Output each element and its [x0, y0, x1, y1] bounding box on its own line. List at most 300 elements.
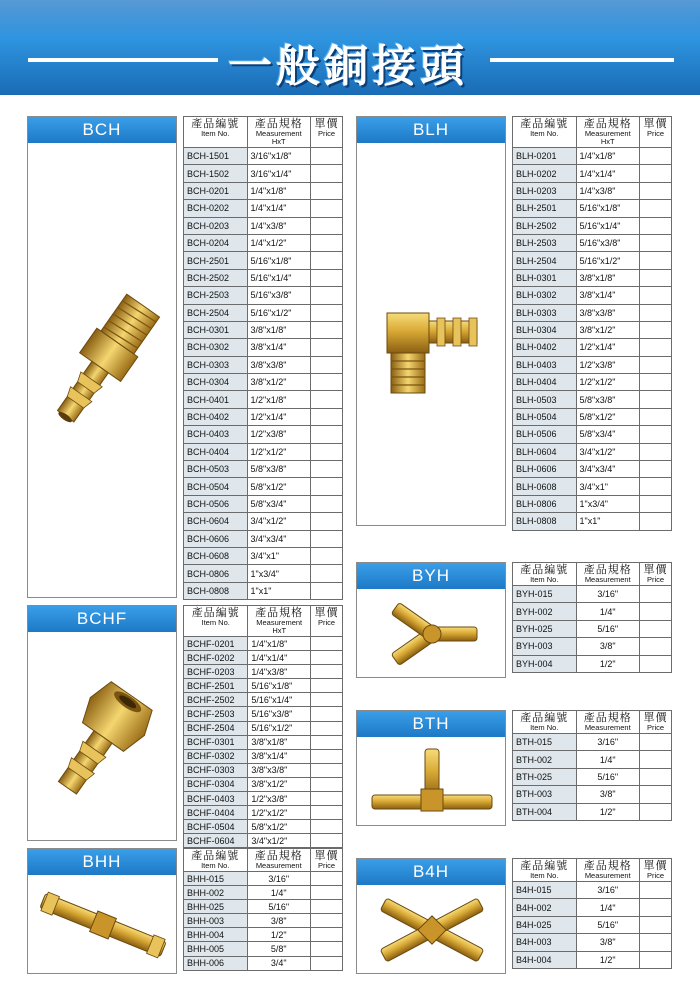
table-row	[184, 735, 343, 749]
b4h-table	[512, 858, 672, 969]
item-no-cell: BHH-006	[184, 956, 248, 970]
item-no-cell: BCH-0806	[184, 565, 248, 582]
b4h-product-image	[357, 885, 505, 973]
item-no-cell: BCHF-0303	[184, 763, 248, 777]
measurement-cell: 1/2"x3/8"	[247, 426, 311, 443]
table-row	[184, 914, 343, 928]
item-no-cell: B4H-003	[513, 934, 577, 951]
measurement-cell: 1/4"x1/8"	[576, 148, 640, 165]
measurement-cell: 3/16"	[576, 734, 640, 751]
measurement-cell: 3/16"	[576, 882, 640, 899]
price-cell	[311, 495, 343, 512]
measurement-cell: 5/8"x1/2"	[247, 478, 311, 495]
blh-table	[512, 116, 672, 531]
measurement-cell: 3/4"	[247, 956, 311, 970]
measurement-cell: 3/8"x1/2"	[576, 321, 640, 338]
price-cell	[311, 679, 343, 693]
price-cell	[640, 200, 672, 217]
header-measurement: 產品規格 Measurement	[576, 711, 640, 734]
price-cell	[311, 900, 343, 914]
measurement-cell: 3/4"x3/4"	[576, 461, 640, 478]
price-cell	[311, 165, 343, 182]
item-no-cell: BCH-0304	[184, 374, 248, 391]
table-row	[513, 217, 672, 234]
price-cell	[311, 707, 343, 721]
table-row	[184, 693, 343, 707]
table-row	[184, 321, 343, 338]
item-no-cell: BLH-0403	[513, 356, 577, 373]
table-row	[184, 707, 343, 721]
bchf-caption: BCHF	[28, 606, 176, 632]
measurement-cell: 1/2"	[576, 655, 640, 672]
price-cell	[640, 620, 672, 637]
price-cell	[311, 374, 343, 391]
table-row	[513, 426, 672, 443]
price-cell	[311, 693, 343, 707]
header-item-no: 產品編號 Item No.	[513, 711, 577, 734]
header-price: 單價 Price	[311, 849, 343, 872]
measurement-cell: 5/8"x3/4"	[247, 495, 311, 512]
measurement-cell: 3/16"x1/8"	[247, 148, 311, 165]
item-no-cell: B4H-025	[513, 916, 577, 933]
price-cell	[640, 734, 672, 751]
measurement-cell: 5/16"	[576, 768, 640, 785]
header-rule-right	[490, 58, 674, 62]
price-cell	[311, 777, 343, 791]
table-row	[184, 665, 343, 679]
item-no-cell: BTH-015	[513, 734, 577, 751]
table-row	[513, 356, 672, 373]
item-no-cell: BLH-0503	[513, 391, 577, 408]
item-no-cell: BCH-0201	[184, 182, 248, 199]
table-row	[513, 391, 672, 408]
item-no-cell: BCH-0808	[184, 582, 248, 599]
item-no-cell: BCH-0203	[184, 217, 248, 234]
price-cell	[640, 148, 672, 165]
price-cell	[640, 751, 672, 768]
header-item-no: 產品編號 Item No.	[513, 859, 577, 882]
item-no-cell: BCHF-0302	[184, 749, 248, 763]
bch-caption: BCH	[28, 117, 176, 143]
price-cell	[640, 321, 672, 338]
measurement-cell: 1/2"	[247, 928, 311, 942]
table-row	[513, 234, 672, 251]
item-no-cell: B4H-015	[513, 882, 577, 899]
table-row	[184, 582, 343, 599]
measurement-cell: 1/4"	[576, 751, 640, 768]
item-no-cell: BHH-005	[184, 942, 248, 956]
bhh-panel	[27, 848, 177, 974]
price-cell	[311, 304, 343, 321]
item-no-cell: BCHF-2501	[184, 679, 248, 693]
measurement-cell: 1/4"x1/4"	[576, 165, 640, 182]
bchf-panel	[27, 605, 177, 841]
measurement-cell: 1"x3/4"	[247, 565, 311, 582]
item-no-cell: BCHF-2503	[184, 707, 248, 721]
measurement-cell: 3/16"	[247, 872, 311, 886]
item-no-cell: BCH-0606	[184, 530, 248, 547]
bchf-product-image	[28, 632, 176, 840]
table-row	[184, 200, 343, 217]
item-no-cell: BLH-0606	[513, 461, 577, 478]
price-cell	[311, 443, 343, 460]
table-row	[184, 679, 343, 693]
price-cell	[311, 749, 343, 763]
price-cell	[311, 651, 343, 665]
item-no-cell: BCH-0403	[184, 426, 248, 443]
item-no-cell: BCH-0506	[184, 495, 248, 512]
table-row	[513, 734, 672, 751]
price-cell	[640, 304, 672, 321]
measurement-cell: 3/8"x1/8"	[247, 321, 311, 338]
price-cell	[311, 513, 343, 530]
table-row	[184, 304, 343, 321]
item-no-cell: BLH-0203	[513, 182, 577, 199]
table-row	[184, 834, 343, 848]
bth-table	[512, 710, 672, 821]
item-no-cell: BCHF-0202	[184, 651, 248, 665]
item-no-cell: BCH-0608	[184, 547, 248, 564]
table-row	[513, 751, 672, 768]
item-no-cell: BTH-002	[513, 751, 577, 768]
table-row	[184, 356, 343, 373]
measurement-cell: 1/2"	[576, 803, 640, 820]
measurement-cell: 1/2"	[576, 951, 640, 968]
measurement-cell: 5/8"x1/2"	[576, 408, 640, 425]
measurement-cell: 1/2"x3/8"	[576, 356, 640, 373]
item-no-cell: BHH-025	[184, 900, 248, 914]
measurement-cell: 5/8"	[247, 942, 311, 956]
price-cell	[311, 339, 343, 356]
price-cell	[311, 582, 343, 599]
table-row	[184, 637, 343, 651]
table-row	[184, 287, 343, 304]
table-row	[184, 374, 343, 391]
measurement-cell: 5/16"x1/4"	[247, 269, 311, 286]
table-row	[513, 603, 672, 620]
measurement-cell: 1/4"	[576, 899, 640, 916]
measurement-cell: 5/8"x3/8"	[247, 461, 311, 478]
header-price: 單價 Price	[640, 563, 672, 586]
blh-product-image	[357, 143, 505, 525]
measurement-cell: 1/4"x3/8"	[248, 665, 311, 679]
price-cell	[640, 408, 672, 425]
header-item-no: 產品編號 Item No.	[184, 606, 248, 637]
item-no-cell: BHH-002	[184, 886, 248, 900]
table-row	[513, 586, 672, 603]
byh-product-image	[357, 589, 505, 677]
price-cell	[640, 934, 672, 951]
table-row	[184, 900, 343, 914]
table-row	[513, 882, 672, 899]
measurement-cell: 1/2"x1/4"	[576, 339, 640, 356]
price-cell	[640, 217, 672, 234]
price-cell	[311, 914, 343, 928]
measurement-cell: 1/2"x1/2"	[576, 374, 640, 391]
measurement-cell: 5/16"x1/8"	[247, 252, 311, 269]
header-price: 單價 Price	[311, 606, 343, 637]
measurement-cell: 1/4"	[247, 886, 311, 900]
table-row	[513, 148, 672, 165]
measurement-cell: 5/8"x3/8"	[576, 391, 640, 408]
price-cell	[311, 217, 343, 234]
table-row	[184, 886, 343, 900]
table-row	[184, 148, 343, 165]
price-cell	[311, 565, 343, 582]
table-row	[513, 513, 672, 530]
price-cell	[311, 792, 343, 806]
table-row	[184, 443, 343, 460]
measurement-cell: 3/8"	[576, 934, 640, 951]
item-no-cell: BLH-0304	[513, 321, 577, 338]
table-row	[184, 651, 343, 665]
item-no-cell: BLH-0506	[513, 426, 577, 443]
price-cell	[640, 339, 672, 356]
price-cell	[311, 252, 343, 269]
table-row	[184, 339, 343, 356]
item-no-cell: BCHF-0404	[184, 806, 248, 820]
item-no-cell: BCHF-2504	[184, 721, 248, 735]
measurement-cell: 5/16"x1/4"	[248, 693, 311, 707]
item-no-cell: BCHF-0304	[184, 777, 248, 791]
measurement-cell: 3/8"x1/4"	[576, 287, 640, 304]
item-no-cell: BLH-0402	[513, 339, 577, 356]
header-item-no: 產品編號 Item No.	[513, 563, 577, 586]
item-no-cell: BCH-0604	[184, 513, 248, 530]
price-cell	[640, 786, 672, 803]
item-no-cell: BCH-2501	[184, 252, 248, 269]
measurement-cell: 1/4"x3/8"	[247, 217, 311, 234]
price-cell	[311, 886, 343, 900]
table-row	[513, 768, 672, 785]
bhh-caption: BHH	[28, 849, 176, 875]
measurement-cell: 5/16"	[247, 900, 311, 914]
table-row	[184, 513, 343, 530]
price-cell	[311, 461, 343, 478]
table-row	[513, 408, 672, 425]
item-no-cell: BCH-0404	[184, 443, 248, 460]
item-no-cell: BYH-025	[513, 620, 577, 637]
measurement-cell: 5/16"x1/2"	[247, 304, 311, 321]
price-cell	[311, 408, 343, 425]
measurement-cell: 3/8"x1/2"	[248, 777, 311, 791]
header-measurement: 產品規格 Measurement HxT	[248, 606, 311, 637]
bch-panel	[27, 116, 177, 598]
header-price: 單價 Price	[311, 117, 343, 148]
table-row	[513, 786, 672, 803]
measurement-cell: 1/2"x1/8"	[247, 391, 311, 408]
measurement-cell: 3/4"x3/4"	[247, 530, 311, 547]
item-no-cell: BCH-1502	[184, 165, 248, 182]
bhh-product-image	[28, 875, 176, 973]
table-row	[513, 374, 672, 391]
table-row	[513, 287, 672, 304]
item-no-cell: BCH-0204	[184, 234, 248, 251]
item-no-cell: BLH-0201	[513, 148, 577, 165]
item-no-cell: BCH-2502	[184, 269, 248, 286]
table-row	[184, 792, 343, 806]
header-rule-left	[28, 58, 218, 62]
header-measurement: 產品規格 Measurement HxT	[247, 117, 311, 148]
measurement-cell: 3/8"x3/8"	[576, 304, 640, 321]
table-row	[184, 547, 343, 564]
measurement-cell: 3/8"x1/4"	[248, 749, 311, 763]
price-cell	[640, 374, 672, 391]
item-no-cell: BLH-2503	[513, 234, 577, 251]
measurement-cell: 1/4"x1/8"	[248, 637, 311, 651]
price-cell	[311, 806, 343, 820]
table-row	[184, 820, 343, 834]
measurement-cell: 3/8"	[576, 638, 640, 655]
table-row	[513, 638, 672, 655]
table-row	[513, 200, 672, 217]
table-row	[184, 269, 343, 286]
price-cell	[311, 942, 343, 956]
item-no-cell: BTH-025	[513, 768, 577, 785]
measurement-cell: 1/2"x1/4"	[247, 408, 311, 425]
price-cell	[311, 530, 343, 547]
price-cell	[311, 200, 343, 217]
b4h-panel	[356, 858, 506, 974]
measurement-cell: 1/2"x3/8"	[248, 792, 311, 806]
item-no-cell: BLH-2502	[513, 217, 577, 234]
item-no-cell: BCH-2503	[184, 287, 248, 304]
price-cell	[311, 956, 343, 970]
price-cell	[640, 165, 672, 182]
b4h-caption: B4H	[357, 859, 505, 885]
measurement-cell: 5/16"x3/8"	[247, 287, 311, 304]
table-row	[184, 234, 343, 251]
table-row	[513, 916, 672, 933]
measurement-cell: 5/16"x3/8"	[248, 707, 311, 721]
item-no-cell: BCH-1501	[184, 148, 248, 165]
item-no-cell: BLH-0806	[513, 495, 577, 512]
item-no-cell: BCHF-0604	[184, 834, 248, 848]
item-no-cell: BLH-0301	[513, 269, 577, 286]
measurement-cell: 3/4"x1/2"	[248, 834, 311, 848]
table-row	[184, 478, 343, 495]
measurement-cell: 1"x1"	[576, 513, 640, 530]
price-cell	[311, 182, 343, 199]
measurement-cell: 1"x3/4"	[576, 495, 640, 512]
table-row	[184, 806, 343, 820]
table-row	[513, 269, 672, 286]
blh-caption: BLH	[357, 117, 505, 143]
price-cell	[640, 234, 672, 251]
price-cell	[640, 899, 672, 916]
item-no-cell: BLH-0302	[513, 287, 577, 304]
measurement-cell: 1/4"	[576, 603, 640, 620]
table-row	[513, 934, 672, 951]
price-cell	[640, 655, 672, 672]
measurement-cell: 3/8"x3/8"	[247, 356, 311, 373]
measurement-cell: 5/16"	[576, 620, 640, 637]
price-cell	[311, 637, 343, 651]
header-measurement: 產品規格 Measurement HxT	[576, 117, 640, 148]
byh-table	[512, 562, 672, 673]
header-price: 單價 Price	[640, 859, 672, 882]
header-item-no: 產品編號 Item No.	[513, 117, 577, 148]
table-row	[184, 763, 343, 777]
table-row	[184, 942, 343, 956]
table-row	[513, 478, 672, 495]
table-row	[184, 777, 343, 791]
table-row	[184, 391, 343, 408]
price-cell	[640, 391, 672, 408]
measurement-cell: 3/4"x1/2"	[576, 443, 640, 460]
measurement-cell: 3/8"x1/2"	[247, 374, 311, 391]
bth-caption: BTH	[357, 711, 505, 737]
item-no-cell: BCH-0302	[184, 339, 248, 356]
item-no-cell: BYH-002	[513, 603, 577, 620]
item-no-cell: BLH-0808	[513, 513, 577, 530]
price-cell	[311, 872, 343, 886]
price-cell	[640, 638, 672, 655]
measurement-cell: 3/8"	[576, 786, 640, 803]
price-cell	[640, 443, 672, 460]
price-cell	[640, 269, 672, 286]
item-no-cell: BHH-004	[184, 928, 248, 942]
price-cell	[311, 547, 343, 564]
price-cell	[640, 426, 672, 443]
item-no-cell: BCH-0402	[184, 408, 248, 425]
measurement-cell: 1/4"x1/8"	[247, 182, 311, 199]
item-no-cell: BLH-0608	[513, 478, 577, 495]
header-item-no: 產品編號 Item No.	[184, 849, 248, 872]
table-row	[513, 803, 672, 820]
table-row	[513, 655, 672, 672]
item-no-cell: BYH-015	[513, 586, 577, 603]
table-row	[184, 252, 343, 269]
measurement-cell: 5/8"x1/2"	[248, 820, 311, 834]
table-row	[184, 956, 343, 970]
table-row	[184, 721, 343, 735]
blh-panel	[356, 116, 506, 526]
page-title: 一般銅接頭	[228, 41, 468, 92]
measurement-cell: 3/8"x1/4"	[247, 339, 311, 356]
table-row	[513, 899, 672, 916]
price-cell	[640, 882, 672, 899]
price-cell	[311, 735, 343, 749]
price-cell	[311, 928, 343, 942]
measurement-cell: 5/16"x1/2"	[576, 252, 640, 269]
table-row	[184, 495, 343, 512]
price-cell	[311, 820, 343, 834]
measurement-cell: 1"x1"	[247, 582, 311, 599]
item-no-cell: BCHF-0504	[184, 820, 248, 834]
item-no-cell: BTH-003	[513, 786, 577, 803]
price-cell	[311, 234, 343, 251]
price-cell	[311, 391, 343, 408]
price-cell	[640, 603, 672, 620]
item-no-cell: BLH-2504	[513, 252, 577, 269]
price-cell	[640, 182, 672, 199]
table-row	[513, 165, 672, 182]
table-row	[184, 408, 343, 425]
header-measurement: 產品規格 Measurement	[576, 563, 640, 586]
price-cell	[640, 951, 672, 968]
item-no-cell: B4H-002	[513, 899, 577, 916]
measurement-cell: 3/16"	[576, 586, 640, 603]
price-cell	[640, 513, 672, 530]
price-cell	[640, 252, 672, 269]
item-no-cell: BTH-004	[513, 803, 577, 820]
price-cell	[311, 721, 343, 735]
item-no-cell: BCH-0301	[184, 321, 248, 338]
item-no-cell: BCH-0401	[184, 391, 248, 408]
price-cell	[640, 287, 672, 304]
bch-table	[183, 116, 343, 600]
